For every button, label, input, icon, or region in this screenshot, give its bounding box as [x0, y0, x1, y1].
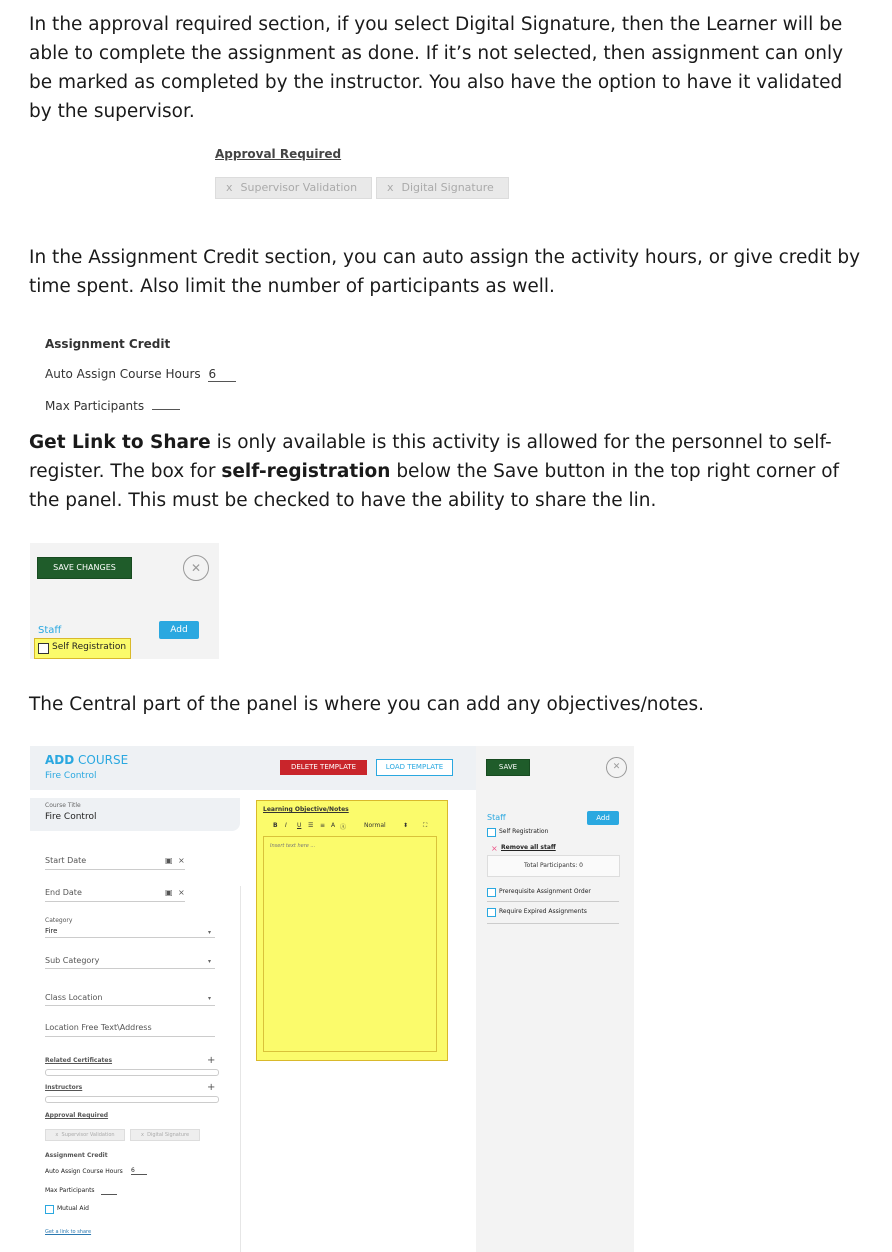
require-expired-checkbox[interactable]: [487, 908, 496, 917]
chevron-down-icon[interactable]: ▾: [208, 929, 212, 936]
italic-icon[interactable]: I: [285, 822, 287, 829]
divider: [487, 923, 619, 924]
sub-category-select[interactable]: Sub Category: [45, 956, 100, 965]
paragraph-share-link: [29, 428, 869, 515]
related-certificates-label: Related Certificates: [45, 1057, 113, 1064]
remove-icon[interactable]: ×: [491, 844, 498, 853]
underline-icon[interactable]: U: [297, 822, 302, 829]
chevron-down-icon[interactable]: ▾: [208, 995, 212, 1002]
paragraph-central: The Central part of the panel is where you can add any objectives/notes.: [29, 694, 704, 715]
close-icon[interactable]: ✕: [183, 555, 209, 581]
text-span: below the Save button in the top right corner of the panel. This must be checked to have the ability to share the lin.: [29, 461, 840, 511]
max-participants-label: Max Participants: [45, 399, 145, 413]
remove-all-staff-link[interactable]: Remove all staff: [501, 844, 556, 851]
editor-area[interactable]: [263, 836, 437, 1052]
get-link-to-share[interactable]: Get a link to share: [45, 1229, 92, 1235]
divider: [45, 1005, 215, 1006]
divider: [45, 901, 185, 902]
course-title-value[interactable]: Fire Control: [45, 812, 97, 822]
bold-self-registration: self-registration: [221, 461, 391, 482]
auto-assign-input[interactable]: 6: [131, 1167, 147, 1175]
add-staff-button[interactable]: Add: [587, 811, 619, 825]
save-snippet: [30, 543, 219, 659]
max-participants-input[interactable]: [101, 1194, 117, 1195]
course-title-label: Course Title: [45, 802, 81, 809]
self-registration-checkbox[interactable]: [487, 828, 496, 837]
supervisor-validation-chip[interactable]: x Supervisor Validation: [45, 1129, 125, 1141]
bold-icon[interactable]: B: [273, 822, 278, 829]
chip-label: Digital Signature: [401, 181, 494, 194]
self-registration-highlight[interactable]: [34, 638, 131, 659]
assignment-credit-label: Assignment Credit: [45, 1152, 108, 1159]
fullscreen-icon[interactable]: ⛶: [423, 822, 428, 829]
notes-highlight: [256, 800, 448, 1061]
location-free-text-input[interactable]: Location Free Text\Address: [45, 1023, 152, 1032]
mutual-aid-checkbox[interactable]: [45, 1205, 54, 1214]
chevron-down-icon[interactable]: ▾: [208, 958, 212, 965]
add-course-panel: [30, 746, 634, 1252]
calendar-icon[interactable]: ▣: [165, 856, 173, 865]
calendar-icon[interactable]: ▣: [165, 888, 173, 897]
mutual-aid-label: Mutual Aid: [57, 1205, 89, 1212]
supervisor-validation-chip[interactable]: [215, 177, 372, 199]
remove-chip-icon[interactable]: x: [226, 181, 233, 194]
digital-signature-chip[interactable]: x Digital Signature: [130, 1129, 200, 1141]
divider: [45, 869, 185, 870]
divider: [487, 901, 619, 902]
bold-get-link: Get Link to Share: [29, 432, 211, 453]
add-certificate-icon[interactable]: +: [207, 1055, 216, 1066]
total-participants: Total Participants: 0: [524, 862, 583, 869]
category-select[interactable]: Fire: [45, 927, 58, 935]
clear-format-icon[interactable]: Ⓐ: [340, 824, 347, 831]
start-date-field[interactable]: Start Date: [45, 856, 87, 865]
max-participants-label: Max Participants: [45, 1187, 95, 1194]
add-instructor-icon[interactable]: +: [207, 1082, 216, 1093]
paragraph-credit: In the Assignment Credit section, you can auto assign the activity hours, or give credit by time spent. Also limit the number of participants as well.: [29, 247, 861, 297]
total-participants-box: [487, 855, 620, 877]
course-title-card: [30, 798, 240, 831]
close-icon[interactable]: ✕: [606, 757, 627, 778]
chip-label: Supervisor Validation: [240, 181, 358, 194]
staff-label: Staff: [487, 813, 506, 822]
require-expired-label: Require Expired Assignments: [499, 908, 587, 915]
max-participants-row: [45, 399, 180, 413]
digital-signature-chip[interactable]: [376, 177, 509, 199]
remove-chip-icon[interactable]: x: [387, 181, 394, 194]
title-add: ADD: [45, 753, 75, 767]
align-icon[interactable]: ≡: [320, 822, 326, 829]
editor-placeholder: Insert text here ...: [270, 843, 316, 849]
self-registration-label: Self Registration: [52, 642, 127, 652]
assignment-credit-label: Assignment Credit: [45, 337, 171, 351]
credit-snippet: [45, 335, 305, 420]
text-color-icon[interactable]: A: [331, 822, 336, 829]
auto-assign-row: [45, 367, 236, 382]
prerequisite-label: Prerequisite Assignment Order: [499, 888, 591, 895]
self-registration-checkbox[interactable]: [38, 643, 49, 654]
self-registration-label: Self Registration: [499, 828, 549, 835]
add-staff-button[interactable]: Add: [159, 621, 199, 639]
panel-subtitle: Fire Control: [45, 771, 97, 781]
staff-label: Staff: [38, 625, 62, 636]
prerequisite-checkbox[interactable]: [487, 888, 496, 897]
paragraph-approval: In the approval required section, if you select Digital Signature, then the Learner will be able to complete the assignment as done. If it’s not selected, then assignment can only be marked as completed by the instructor. You also have the option to have it validated by the supervisor.: [29, 14, 844, 122]
approval-required-label: Approval Required: [45, 1112, 109, 1119]
instructors-label: Instructors: [45, 1084, 83, 1091]
font-size-select[interactable]: Normal: [364, 822, 386, 829]
title-course: COURSE: [78, 753, 129, 767]
editor-toolbar: [263, 822, 441, 834]
load-template-button[interactable]: LOAD TEMPLATE: [376, 759, 453, 776]
max-participants-input[interactable]: [152, 399, 180, 410]
auto-assign-label: Auto Assign Course Hours: [45, 367, 201, 381]
approval-snippet: [213, 145, 513, 205]
category-label: Category: [45, 917, 73, 924]
clear-date-icon[interactable]: ×: [178, 888, 185, 897]
approval-required-label: Approval Required: [215, 147, 342, 161]
related-certificates-input[interactable]: [45, 1069, 219, 1076]
select-caret-icon[interactable]: ⬍: [403, 822, 409, 829]
end-date-field[interactable]: End Date: [45, 888, 82, 897]
save-changes-button[interactable]: SAVE CHANGES: [37, 557, 132, 579]
instructors-input[interactable]: [45, 1096, 219, 1103]
class-location-select[interactable]: Class Location: [45, 993, 103, 1002]
clear-date-icon[interactable]: ×: [178, 856, 185, 865]
panel-title: [45, 753, 128, 767]
column-divider: [240, 886, 241, 1252]
text-span: is only available is this activity is allowed for the personnel to self-register. The box for: [29, 432, 832, 482]
delete-template-button[interactable]: DELETE TEMPLATE: [280, 760, 367, 775]
auto-assign-value: 6: [208, 367, 217, 381]
save-button[interactable]: SAVE: [486, 759, 530, 776]
divider: [45, 1036, 215, 1037]
auto-assign-label: Auto Assign Course Hours: [45, 1168, 123, 1175]
divider: [45, 968, 215, 969]
auto-assign-input[interactable]: [208, 367, 236, 382]
divider: [45, 937, 215, 938]
notes-title: Learning Objective/Notes: [263, 806, 349, 813]
list-icon[interactable]: ☰: [308, 822, 314, 829]
